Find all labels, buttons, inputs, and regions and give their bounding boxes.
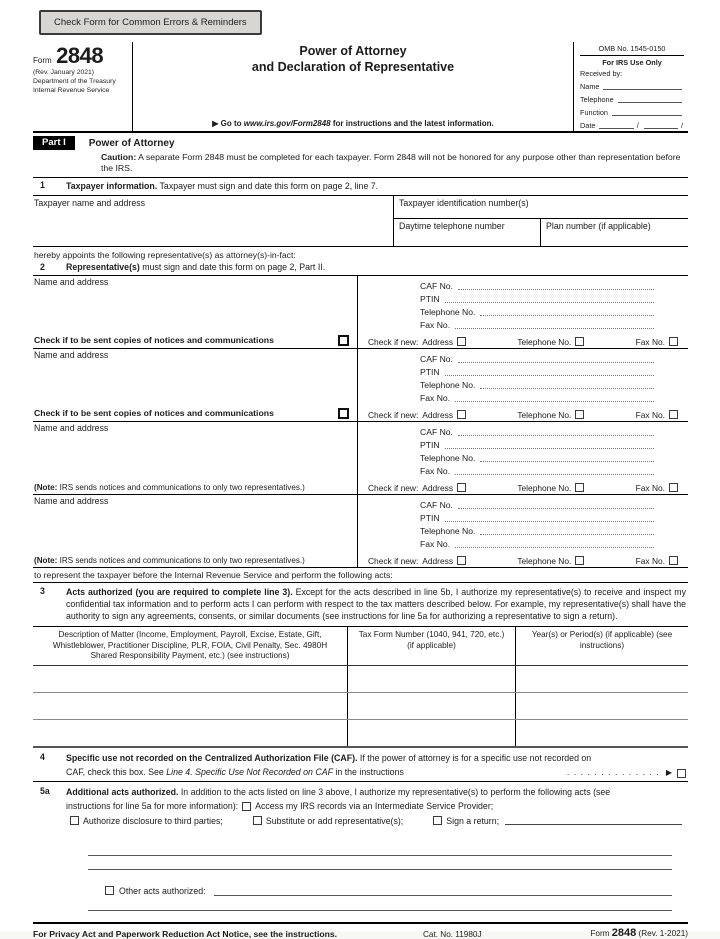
rep3-note-row: [34, 483, 357, 492]
rep2-copies-checkbox[interactable]: [338, 408, 349, 419]
line5a-line2: instructions for line 5a for more information): Access my IRS records via an Intermediate Service Provider;: [66, 801, 494, 812]
authorize-disclosure-checkbox[interactable]: [70, 816, 79, 825]
received-function-field[interactable]: [612, 107, 682, 116]
rep1-ptin-field[interactable]: [445, 293, 654, 303]
rep4-telephone-field[interactable]: [480, 525, 654, 535]
rep2-copies-row: [34, 408, 357, 419]
taxpayer-name-address-field[interactable]: Taxpayer name and address: [34, 197, 146, 208]
rep1-copies-label: Check if to be sent copies of notices and communications: [34, 335, 274, 346]
col-years-periods: Year(s) or Period(s) (if applicable) (see instructions): [515, 627, 688, 665]
rep1-left: [33, 276, 357, 348]
rep2-check-if-new-row: Check if new: Address Telephone No. Fax No.: [368, 409, 688, 420]
rep4-ptin-field[interactable]: [445, 512, 654, 522]
form-revision: (Rev. January 2021): [33, 69, 95, 76]
rep2-right: [357, 349, 688, 421]
rep3-telephone-label: Telephone No.: [420, 452, 476, 463]
received-date-field-2[interactable]: [644, 120, 678, 129]
line2-representatives: [33, 261, 688, 275]
check-form-errors-button[interactable]: Check Form for Common Errors & Reminders: [39, 10, 262, 35]
line4-line2: CAF, check this box. See Line 4. Specific Use Not Recorded on CAF in the instructions . . . . . . . . . . . . . . ▶: [66, 766, 686, 778]
rep3-left: [33, 422, 357, 494]
goto-instructions: ▶ Go to www.irs.gov/Form2848 for instructions and the latest information.: [212, 119, 494, 128]
acts-table-row: [33, 693, 688, 720]
rep2-telephone-field[interactable]: [480, 379, 654, 389]
form-number: 2848: [56, 43, 104, 68]
taxpayer-info-table: [33, 195, 688, 247]
omb-number: OMB No. 1545-0150: [580, 43, 684, 56]
line4-line1: Specific use not recorded on the Centralized Authorization File (CAF). If the power of attorney is for a specific use not recorded on: [66, 753, 592, 764]
rep3-caf-field[interactable]: [458, 426, 654, 436]
row3-years-cell[interactable]: [515, 720, 688, 746]
line2-text: Representative(s) must sign and date this form on page 2, Part II.: [66, 261, 326, 272]
sign-return-checkbox[interactable]: [433, 816, 442, 825]
rep1-caf-label: CAF No.: [420, 280, 453, 291]
acts-authorized-table: [33, 626, 688, 748]
part1-title: Power of Attorney: [88, 137, 175, 149]
rep4-note-row: [34, 556, 357, 565]
rep1-right: [357, 276, 688, 348]
additional-acts-blank-lines: [88, 842, 672, 870]
line1-text: Taxpayer information. Taxpayer must sign and date this form on page 2, line 7.: [66, 180, 379, 191]
line4-italic-reference: Line 4. Specific Use Not Recorded on CAF: [166, 767, 333, 778]
received-telephone-field[interactable]: [618, 94, 682, 103]
rep3-new-address-checkbox[interactable]: [457, 483, 466, 492]
received-name-field[interactable]: [603, 81, 682, 90]
received-date-field-1[interactable]: [599, 120, 633, 129]
rep3-fax-field[interactable]: [455, 465, 654, 475]
rep4-fax-label: Fax No.: [420, 538, 451, 549]
rep4-name-address-field[interactable]: Name and address: [34, 495, 109, 506]
line3-number: 3: [40, 585, 45, 596]
blank-write-in-line-2[interactable]: [88, 856, 672, 870]
rep1-new-address-checkbox[interactable]: [457, 337, 466, 346]
received-by-fields: [580, 68, 684, 130]
col-description-of-matter: Description of Matter (Income, Employment, Payroll, Excise, Estate, Gift, Whistleblower, Practitioner Discipline, PLR, FOIA, Civil Penalty, Sec. 4980H Shared Responsibility Payment, etc.) (see instructions): [52, 630, 328, 661]
irs-use-only-box: [574, 42, 688, 131]
line5a-additional-acts: [33, 782, 688, 828]
substitute-representative-checkbox[interactable]: [253, 816, 262, 825]
received-function-row: Function: [580, 106, 684, 117]
line4-specific-use: [33, 748, 688, 782]
catalog-number: Cat. No. 11980J: [423, 929, 482, 939]
other-acts-row: [105, 886, 672, 896]
other-acts-field[interactable]: [214, 886, 672, 896]
representative-block-4: [33, 494, 688, 567]
line3-text: Acts authorized (you are required to complete line 3). Except for the acts described in line 5b, I authorize my representative(s) to receive and inspect my confidential tax information and to perform acts I can perform with respect to the tax matters described below. For example, my representative(s) shall have the authority to sign any agreements, consents, or similar documents (see instructions for line 5a for authorizing a representative to sign a return).: [66, 586, 686, 621]
line1-taxpayer-information: [33, 177, 688, 195]
rep1-telephone-label: Telephone No.: [420, 306, 476, 317]
rep3-fax-label: Fax No.: [420, 465, 451, 476]
rep2-fax-label: Fax No.: [420, 392, 451, 403]
rep2-new-fax-checkbox[interactable]: [669, 410, 678, 419]
rep2-caf-field[interactable]: [458, 353, 654, 363]
rep1-telephone-field[interactable]: [480, 306, 654, 316]
dot-leader: . . . . . . . . . . . . . .: [566, 767, 660, 778]
line4-specific-use-checkbox[interactable]: [677, 769, 686, 778]
line5a-line3: Authorize disclosure to third parties; Substitute or add representative(s); Sign a return;: [66, 815, 686, 827]
row1-years-cell[interactable]: [515, 666, 688, 692]
rep4-check-if-new-row: Check if new: Address Telephone No. Fax No.: [368, 555, 688, 566]
footer-form-id: Form 2848 (Rev. 1-2021): [590, 926, 688, 939]
rep4-right: [357, 495, 688, 567]
irs-url: www.irs.gov/Form2848: [243, 119, 331, 128]
privacy-act-notice: For Privacy Act and Paperwork Reduction Act Notice, see the instructions.: [33, 928, 338, 939]
rep3-note: (Note: IRS sends notices and communications to only two representatives.): [34, 482, 305, 492]
rep2-telephone-label: Telephone No.: [420, 379, 476, 390]
rep3-telephone-field[interactable]: [480, 452, 654, 462]
part1-caution: Caution: A separate Form 2848 must be completed for each taxpayer. Form 2848 will not be honored for any purpose other than representation before the IRS.: [101, 152, 681, 174]
arrow-right-icon: ▶: [212, 119, 219, 128]
rep3-name-address-field[interactable]: Name and address: [34, 422, 109, 433]
rep1-check-if-new-row: Check if new: Address Telephone No. Fax No.: [368, 336, 688, 347]
rep4-fax-field[interactable]: [455, 538, 654, 548]
row1-form-number-cell[interactable]: [347, 666, 515, 692]
line5a-line1: Additional acts authorized. In addition to the acts listed on line 3 above, I authorize my representative(s) to perform the following acts (see: [66, 787, 611, 798]
represent-taxpayer-text: to represent the taxpayer before the Internal Revenue Service and perform the following acts:: [33, 567, 688, 582]
hereby-appoints-text: hereby appoints the following representative(s) as attorney(s)-in-fact:: [34, 249, 296, 260]
row3-description-cell[interactable]: [33, 720, 347, 746]
rep1-name-address-field[interactable]: Name and address: [34, 276, 109, 287]
line5a-number: 5a: [40, 786, 50, 797]
irs-use-only-label: For IRS Use Only: [602, 58, 662, 67]
line2-number: 2: [40, 261, 45, 272]
other-acts-label: Other acts authorized:: [119, 885, 206, 896]
line1-number: 1: [40, 179, 45, 190]
received-date-row: Date / /: [580, 121, 684, 130]
rep4-caf-label: CAF No.: [420, 499, 453, 510]
taxpayer-bottom-row: [394, 219, 688, 246]
sign-return-field[interactable]: [505, 815, 682, 825]
access-irs-records-checkbox[interactable]: [242, 802, 251, 811]
blank-write-in-line-1[interactable]: [88, 842, 672, 856]
dept-treasury: Department of the Treasury: [33, 77, 116, 85]
received-by-label: Received by:: [580, 69, 623, 78]
rep3-caf-label: CAF No.: [420, 426, 453, 437]
rep2-ptin-label: PTIN: [420, 366, 440, 377]
col-tax-form-number: Tax Form Number (1040, 941, 720, etc.) (if applicable): [347, 627, 515, 665]
dept-irs: Internal Revenue Service: [33, 86, 110, 94]
rep3-ptin-field[interactable]: [445, 439, 654, 449]
rep4-new-address-checkbox[interactable]: [457, 556, 466, 565]
rep1-caf-field[interactable]: [458, 280, 654, 290]
acts-table-row: [33, 666, 688, 693]
rep2-fax-field[interactable]: [455, 392, 654, 402]
rep3-ptin-label: PTIN: [420, 439, 440, 450]
taxpayer-tin-field[interactable]: Taxpayer identification number(s): [394, 196, 688, 219]
blank-write-in-line-3[interactable]: [88, 910, 672, 911]
form-title-line2: and Declaration of Representative: [251, 59, 455, 74]
rep4-new-fax-checkbox[interactable]: [669, 556, 678, 565]
rep3-right: [357, 422, 688, 494]
representative-block-2: [33, 348, 688, 421]
rep1-fax-label: Fax No.: [420, 319, 451, 330]
representative-block-3: [33, 421, 688, 494]
form-id-block: [33, 42, 133, 131]
rep1-new-telephone-checkbox[interactable]: [575, 337, 584, 346]
rep4-ptin-label: PTIN: [420, 512, 440, 523]
part1-badge: Part I: [33, 136, 75, 150]
form-title-block: [133, 42, 574, 131]
line5a-text: [66, 786, 688, 826]
part1-header: [33, 136, 688, 150]
other-acts-checkbox[interactable]: [105, 886, 114, 895]
rep4-new-telephone-checkbox[interactable]: [575, 556, 584, 565]
rep2-copies-label: Check if to be sent copies of notices and communications: [34, 408, 274, 419]
rep1-copies-row: [34, 335, 357, 346]
row3-form-number-cell[interactable]: [347, 720, 515, 746]
received-telephone-row: Telephone: [580, 93, 684, 104]
rep4-telephone-label: Telephone No.: [420, 525, 476, 536]
rep2-left: [33, 349, 357, 421]
form-title: [139, 44, 567, 75]
arrow-right-icon: ▶: [665, 768, 672, 778]
rep3-check-if-new-row: Check if new: Address Telephone No. Fax No.: [368, 482, 688, 493]
rep1-copies-checkbox[interactable]: [338, 335, 349, 346]
rep4-note: (Note: IRS sends notices and communications to only two representatives.): [34, 555, 305, 565]
line3-acts-authorized: [33, 582, 688, 626]
form-word: Form: [33, 56, 52, 65]
rep2-name-address-field[interactable]: Name and address: [34, 349, 109, 360]
plan-number-field[interactable]: Plan number (if applicable): [546, 220, 651, 231]
line4-text: [66, 752, 688, 778]
rep1-ptin-label: PTIN: [420, 293, 440, 304]
rep4-caf-field[interactable]: [458, 499, 654, 509]
rep3-new-fax-checkbox[interactable]: [669, 483, 678, 492]
received-name-row: Name: [580, 80, 684, 91]
page-footer: [33, 922, 688, 939]
taxpayer-right-column: [393, 196, 688, 246]
rep3-new-telephone-checkbox[interactable]: [575, 483, 584, 492]
acts-table-row: [33, 720, 688, 747]
row1-description-cell[interactable]: [33, 666, 347, 692]
rep2-new-telephone-checkbox[interactable]: [575, 410, 584, 419]
acts-table-header: [33, 627, 688, 666]
row2-form-number-cell[interactable]: [347, 693, 515, 719]
row2-years-cell[interactable]: [515, 693, 688, 719]
row2-description-cell[interactable]: [33, 693, 347, 719]
form-title-line1: Power of Attorney: [299, 44, 407, 58]
rep2-ptin-field[interactable]: [445, 366, 654, 376]
daytime-telephone-field[interactable]: Daytime telephone number: [394, 219, 541, 246]
rep2-caf-label: CAF No.: [420, 353, 453, 364]
rep1-new-fax-checkbox[interactable]: [669, 337, 678, 346]
representative-block-1: [33, 275, 688, 348]
rep1-fax-field[interactable]: [455, 319, 654, 329]
line4-number: 4: [40, 752, 45, 763]
form-header: [33, 42, 688, 133]
rep4-left: [33, 495, 357, 567]
rep2-new-address-checkbox[interactable]: [457, 410, 466, 419]
